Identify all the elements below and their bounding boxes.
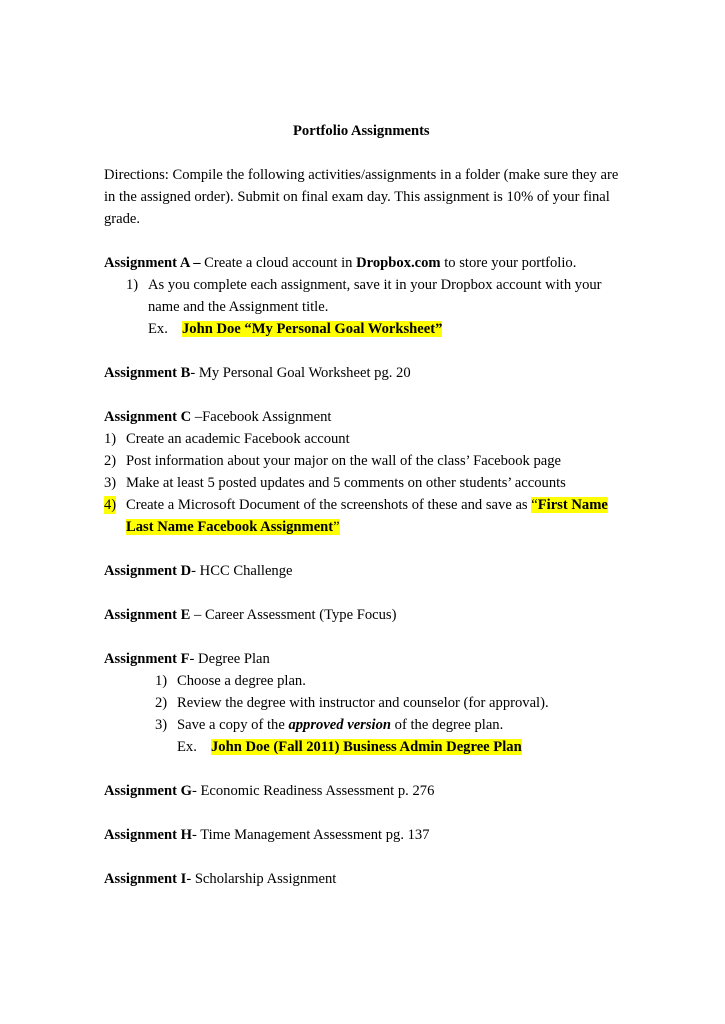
list-item-text: Review the degree with instructor and counselor (for approval). <box>177 695 549 711</box>
assignment-f-item-3 <box>177 716 503 734</box>
assignment-f-example <box>211 738 522 756</box>
highlighted-example: John Doe “My Personal Goal Worksheet” <box>182 321 443 337</box>
list-item-text: Post information about your major on the wall of the class’ Facebook page <box>126 453 562 469</box>
list-number: 1) <box>104 431 117 447</box>
assignment-i-text: - Scholarship Assignment <box>186 871 337 887</box>
assignment-c-label: Assignment C <box>104 409 192 425</box>
assignment-e <box>104 606 396 624</box>
assignment-a-text-after: to store your portfolio. <box>440 255 577 271</box>
assignment-f-ex-label: Ex. <box>177 739 197 755</box>
assignment-c-item-4-text: Create a Microsoft Document of the screenshots of these and save as <box>126 497 532 513</box>
assignment-c-item-4-line-1 <box>126 496 608 514</box>
assignment-h-text: - Time Management Assessment pg. 137 <box>191 827 430 843</box>
assignment-c-item-4-bold-2: Last Name Facebook Assignment <box>126 519 334 535</box>
assignment-g-label: Assignment G <box>104 783 192 799</box>
list-item-text: Create an academic Facebook account <box>126 431 350 447</box>
assignment-a-heading <box>104 254 576 272</box>
assignment-d-text: - HCC Challenge <box>191 563 293 579</box>
list-item <box>155 716 167 734</box>
assignment-h <box>104 826 430 844</box>
assignment-a-item-1 <box>126 276 138 294</box>
assignment-a-item-1-line-1: As you complete each assignment, save it in your Dropbox account with your <box>148 277 602 293</box>
list-number: 2) <box>104 453 117 469</box>
assignment-f-label: Assignment F <box>104 651 190 667</box>
list-item-text: Choose a degree plan. <box>177 673 306 689</box>
assignment-e-text: – Career Assessment (Type Focus) <box>190 607 397 623</box>
list-number: 2) <box>155 695 168 711</box>
list-item <box>104 452 116 470</box>
list-number: 3) <box>155 717 168 733</box>
assignment-i <box>104 870 336 888</box>
page-title-text: Portfolio Assignments <box>293 123 430 139</box>
assignment-b-label: Assignment B <box>104 365 191 381</box>
assignment-a-site: Dropbox.com <box>356 255 441 271</box>
close-quote: ” <box>333 519 340 535</box>
assignment-f-text: - Degree Plan <box>189 651 270 667</box>
list-number-highlighted: 4) <box>104 497 117 513</box>
page-title <box>293 122 430 140</box>
assignment-a-label: Assignment A – <box>104 255 201 271</box>
list-item <box>104 496 116 514</box>
directions-line-2: in the assigned order). Submit on final exam day. This assignment is 10% of your final <box>104 189 610 205</box>
assignment-b <box>104 364 411 382</box>
directions-line-3: grade. <box>104 211 141 227</box>
list-item <box>155 694 167 712</box>
assignment-e-label: Assignment E <box>104 607 191 623</box>
assignment-b-text: - My Personal Goal Worksheet pg. 20 <box>190 365 411 381</box>
assignment-g <box>104 782 434 800</box>
assignment-h-label: Assignment H <box>104 827 192 843</box>
list-number: 1) <box>126 277 139 293</box>
assignment-a-example <box>182 320 442 338</box>
assignment-f-item-3-before: Save a copy of the <box>177 717 289 733</box>
assignment-c-item-4-bold-1: First Name <box>537 497 608 513</box>
assignment-c-text: –Facebook Assignment <box>191 409 332 425</box>
directions-line-1: Directions: Compile the following activities/assignments in a folder (make sure they are <box>104 167 619 183</box>
list-item <box>104 474 116 492</box>
assignment-i-label: Assignment I <box>104 871 187 887</box>
open-quote: “ <box>531 497 538 513</box>
assignment-c-item-4-line-2 <box>126 518 340 536</box>
assignment-f-item-3-emphasis: approved version <box>288 717 392 733</box>
assignment-a-item-1-line-2: name and the Assignment title. <box>148 299 329 315</box>
assignment-a-text-before: Create a cloud account in <box>200 255 357 271</box>
highlighted-example: John Doe (Fall 2011) Business Admin Degree Plan <box>211 739 522 755</box>
assignment-c-heading <box>104 408 331 426</box>
list-item <box>104 430 116 448</box>
list-number: 1) <box>155 673 168 689</box>
assignment-a-ex-label: Ex. <box>148 321 168 337</box>
list-item <box>155 672 167 690</box>
assignment-f-item-3-after: of the degree plan. <box>391 717 504 733</box>
assignment-f-heading <box>104 650 270 668</box>
assignment-d-label: Assignment D <box>104 563 192 579</box>
assignment-g-text: - Economic Readiness Assessment p. 276 <box>191 783 435 799</box>
assignment-d <box>104 562 293 580</box>
list-item-text: Make at least 5 posted updates and 5 comments on other students’ accounts <box>126 475 566 491</box>
list-number: 3) <box>104 475 117 491</box>
